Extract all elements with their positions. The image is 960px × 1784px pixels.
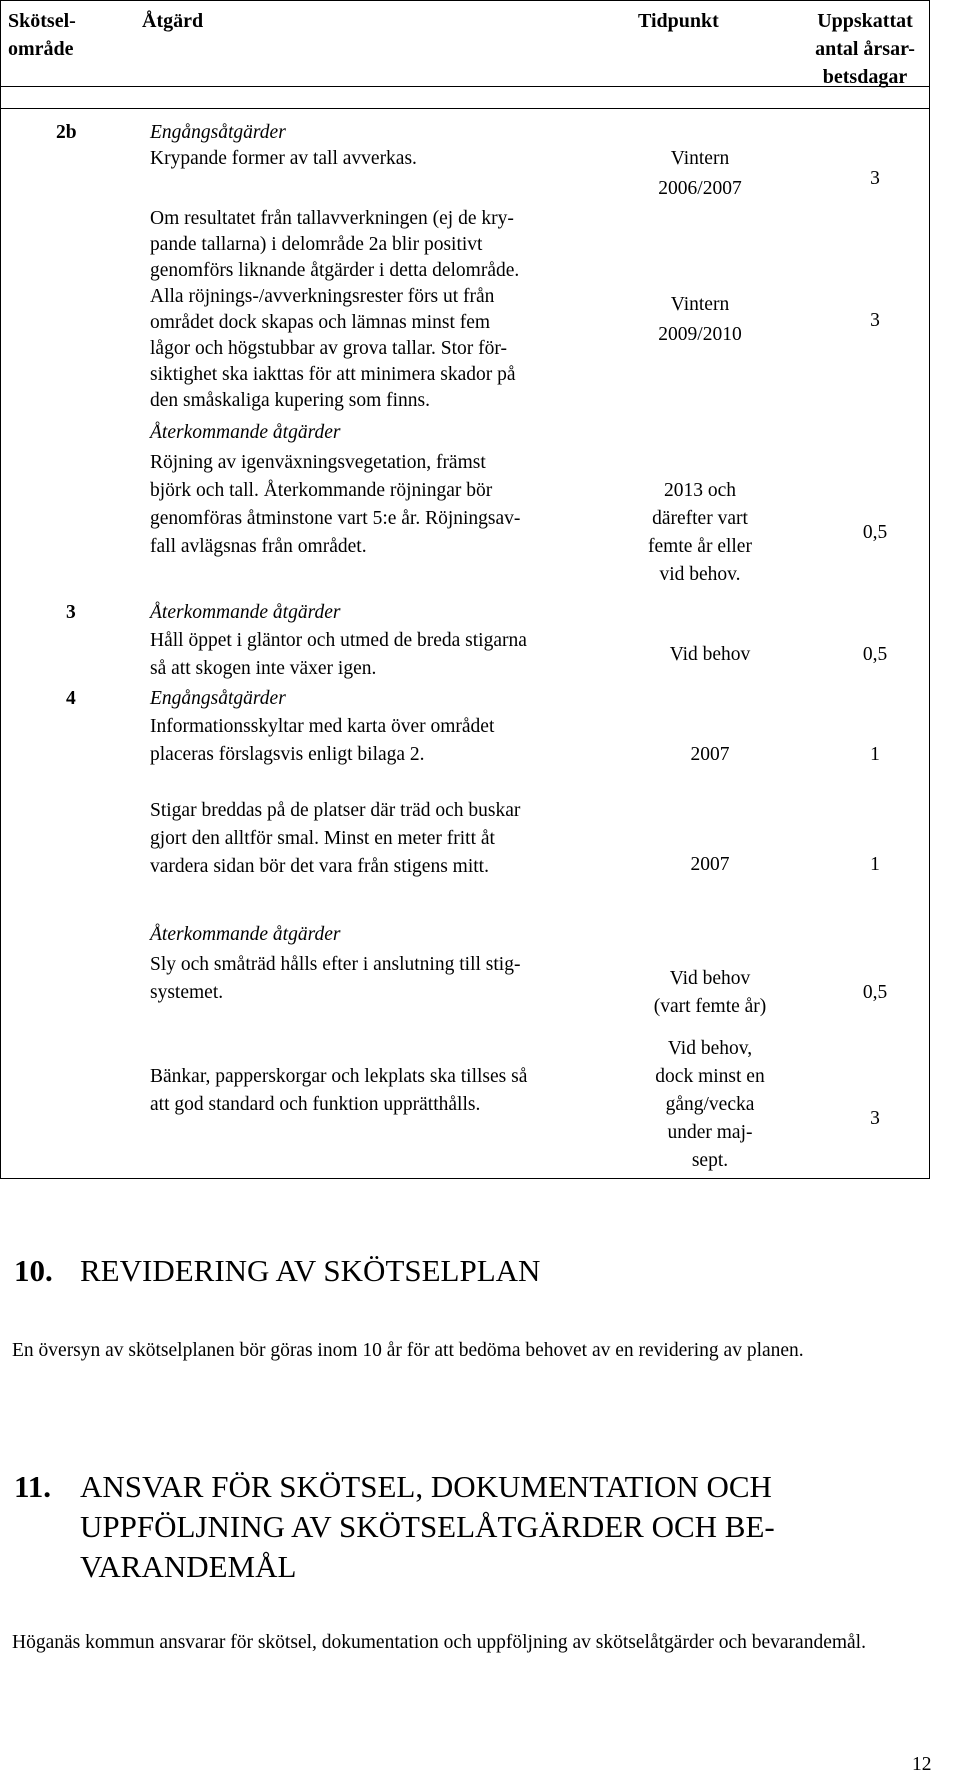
time-value: sept. bbox=[691, 1150, 729, 1171]
action-text: så att skogen inte växer igen. bbox=[150, 658, 377, 679]
type-label-once: Engångsåtgärder bbox=[150, 122, 286, 143]
time-value: Vid behov, bbox=[667, 1038, 753, 1059]
action-text: Bänkar, papperskorgar och lekplats ska tillses så bbox=[150, 1066, 528, 1087]
action-text: placeras förslagsvis enligt bilaga 2. bbox=[150, 744, 425, 765]
table-bottom-border bbox=[0, 1178, 930, 1179]
time-value: under maj- bbox=[667, 1122, 753, 1143]
action-text: Stigar breddas på de platser där träd och buskar bbox=[150, 800, 521, 821]
type-label-recurring: Återkommande åtgärder bbox=[150, 422, 341, 443]
section-body: Höganäs kommun ansvarar för skötsel, dokumentation och uppföljning av skötselåtgärder och bevarandemål. bbox=[12, 1632, 866, 1653]
action-text: Alla röjnings-/avverkningsrester förs ut från bbox=[150, 286, 495, 307]
days-value: 3 bbox=[870, 1108, 880, 1129]
table-top-border bbox=[0, 0, 930, 1]
days-value: 3 bbox=[870, 168, 880, 189]
header-time: Tidpunkt bbox=[638, 10, 719, 32]
time-value: femte år eller bbox=[648, 536, 752, 557]
header-days-2: antal årsar- bbox=[815, 38, 915, 60]
action-text: Krypande former av tall avverkas. bbox=[150, 148, 417, 169]
days-value: 0,5 bbox=[862, 644, 888, 665]
days-value: 1 bbox=[870, 744, 880, 765]
days-value: 0,5 bbox=[862, 982, 888, 1003]
section-title: VARANDEMÅL bbox=[80, 1549, 297, 1584]
action-text: Röjning av igenväxningsvegetation, främst bbox=[150, 452, 486, 473]
time-value: därefter vart bbox=[652, 508, 748, 529]
action-text: vardera sidan bör det vara från stigens mitt. bbox=[150, 856, 489, 877]
time-value: Vintern bbox=[670, 148, 730, 169]
time-value: 2009/2010 bbox=[658, 324, 742, 345]
section-title: REVIDERING AV SKÖTSELPLAN bbox=[80, 1253, 541, 1288]
time-value: Vintern bbox=[670, 294, 730, 315]
action-text: Informationsskyltar med karta över området bbox=[150, 716, 495, 737]
time-value: (vart femte år) bbox=[653, 996, 767, 1017]
table-left-border bbox=[0, 0, 1, 1179]
area-2b: 2b bbox=[56, 122, 77, 143]
time-value: vid behov. bbox=[659, 564, 741, 585]
time-value: 2007 bbox=[690, 744, 730, 765]
days-value: 0,5 bbox=[862, 522, 888, 543]
action-text: gjort den alltför smal. Minst en meter fritt åt bbox=[150, 828, 495, 849]
action-text: att god standard och funktion upprätthålls. bbox=[150, 1094, 481, 1115]
time-value: dock minst en bbox=[655, 1066, 765, 1087]
time-value: Vid behov bbox=[669, 644, 751, 665]
header-action: Åtgärd bbox=[142, 10, 204, 32]
action-text: lågor och högstubbar av grova tallar. Stor för- bbox=[150, 338, 508, 359]
table-header-divider bbox=[0, 108, 930, 109]
type-label-recurring: Återkommande åtgärder bbox=[150, 602, 341, 623]
page-number: 12 bbox=[912, 1754, 932, 1775]
section-body: En översyn av skötselplanen bör göras inom 10 år för att bedöma behovet av en revidering av planen. bbox=[12, 1340, 804, 1361]
time-value: 2007 bbox=[690, 854, 730, 875]
days-value: 1 bbox=[870, 854, 880, 875]
header-area-1: Skötsel- bbox=[8, 10, 76, 32]
action-text: siktighet ska iakttas för att minimera skador på bbox=[150, 364, 516, 385]
header-days-1: Uppskattat bbox=[817, 10, 913, 32]
time-value: gång/vecka bbox=[665, 1094, 755, 1115]
action-text: systemet. bbox=[150, 982, 224, 1003]
type-label-recurring: Återkommande åtgärder bbox=[150, 924, 341, 945]
action-text: Om resultatet från tallavverkningen (ej de kry- bbox=[150, 208, 514, 229]
time-value: 2006/2007 bbox=[658, 178, 742, 199]
area-3: 3 bbox=[66, 602, 76, 623]
section-title: UPPFÖLJNING AV SKÖTSELÅTGÄRDER OCH BE- bbox=[80, 1509, 775, 1544]
action-text: genomföras åtminstone vart 5:e år. Röjningsav- bbox=[150, 508, 521, 529]
section-number: 11. bbox=[14, 1469, 52, 1504]
table-header-divider bbox=[0, 86, 930, 87]
section-number: 10. bbox=[14, 1253, 53, 1288]
header-area-2: område bbox=[8, 38, 74, 60]
area-4: 4 bbox=[66, 688, 76, 709]
days-value: 3 bbox=[870, 310, 880, 331]
action-text: Sly och småträd hålls efter i anslutning till stig- bbox=[150, 954, 521, 975]
header-days-3: betsdagar bbox=[822, 66, 908, 88]
action-text: den småskaliga kupering som finns. bbox=[150, 390, 430, 411]
time-value: Vid behov bbox=[669, 968, 751, 989]
action-text: genomförs liknande åtgärder i detta delområde. bbox=[150, 260, 520, 281]
action-text: området dock skapas och lämnas minst fem bbox=[150, 312, 491, 333]
type-label-once: Engångsåtgärder bbox=[150, 688, 286, 709]
action-text: fall avlägsnas från området. bbox=[150, 536, 367, 557]
section-title: ANSVAR FÖR SKÖTSEL, DOKUMENTATION OCH bbox=[80, 1469, 772, 1504]
time-value: 2013 och bbox=[663, 480, 737, 501]
action-text: björk och tall. Återkommande röjningar bör bbox=[150, 480, 493, 501]
action-text: pande tallarna) i delområde 2a blir positivt bbox=[150, 234, 483, 255]
action-text: Håll öppet i gläntor och utmed de breda stigarna bbox=[150, 630, 527, 651]
